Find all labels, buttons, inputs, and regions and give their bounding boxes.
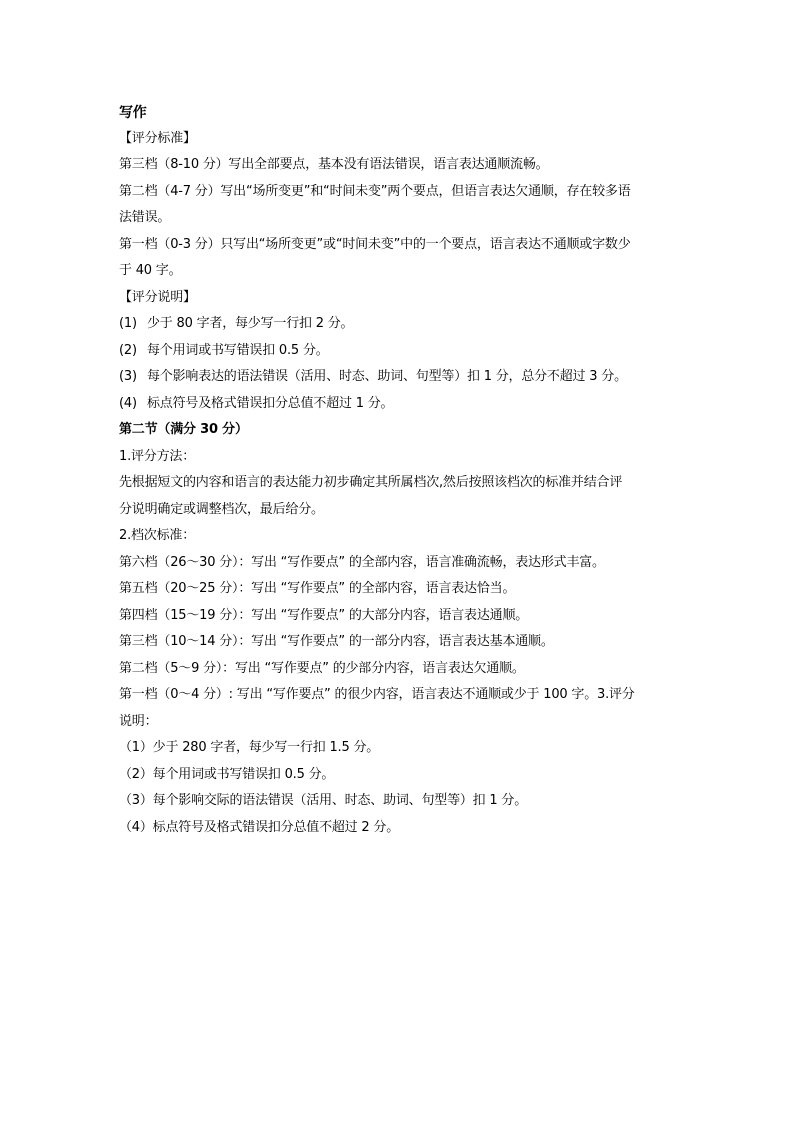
section2-title: 第二节（满分 30 分） bbox=[119, 422, 248, 437]
criteria-level-2: 第二档（4-7 分）写出“场所变更”和“时间未变”两个要点，但语言表达欠通顺，存在较多语 bbox=[119, 183, 631, 199]
section2-note: （3）每个影响交际的语法错误（活用、时态、助词、句型等）扣 1 分。 bbox=[119, 793, 528, 808]
section-title: 写作 bbox=[119, 105, 147, 121]
note-text: 每个用词或书写错误扣 0.5 分。 bbox=[147, 342, 329, 358]
level-2: 第二档（5～9 分）：写出 “写作要点” 的少部分内容，语言表达欠通顺。 bbox=[119, 660, 525, 676]
levels-heading: 2.档次标准： bbox=[119, 528, 196, 543]
level-1-cont: 说明： bbox=[119, 713, 158, 729]
note-item bbox=[119, 338, 679, 365]
note-item bbox=[119, 391, 679, 418]
note-number: (4) bbox=[119, 395, 137, 411]
note-text: 每个影响表达的语法错误（活用、时态、助词、句型等）扣 1 分，总分不超过 3 分。 bbox=[147, 369, 627, 384]
note-text: 少于 80 字者，每少写一行扣 2 分。 bbox=[147, 316, 354, 331]
note-number: (1) bbox=[119, 316, 137, 331]
level-1: 第一档（0～4 分）: 写出 “写作要点” 的很少内容，语言表达不通顺或少于 100 字。3.评分 bbox=[119, 687, 635, 702]
section2-note: （2）每个用词或书写错误扣 0.5 分。 bbox=[119, 766, 335, 782]
note-text: 标点符号及格式错误扣分总值不超过 1 分。 bbox=[147, 395, 394, 411]
notes-heading: 【评分说明】 bbox=[119, 289, 196, 305]
note-number: (2) bbox=[119, 342, 137, 358]
criteria-level-2-cont: 法错误。 bbox=[119, 210, 171, 225]
note-number: (3) bbox=[119, 369, 137, 384]
level-5: 第五档（20～25 分）：写出 “写作要点” 的全部内容，语言表达恰当。 bbox=[119, 581, 516, 596]
criteria-level-3: 第三档（8-10 分）写出全部要点，基本没有语法错误，语言表达通顺流畅。 bbox=[119, 157, 549, 172]
method-text: 先根据短文的内容和语言的表达能力初步确定其所属档次,然后按照该档次的标准并结合评 bbox=[119, 475, 623, 490]
method-text-cont: 分说明确定或调整档次，最后给分。 bbox=[119, 501, 324, 517]
method-heading: 1.评分方法： bbox=[119, 448, 196, 464]
criteria-level-1-cont: 于 40 字。 bbox=[119, 263, 182, 278]
section2-note: （4）标点符号及格式错误扣分总值不超过 2 分。 bbox=[119, 819, 400, 835]
note-item bbox=[119, 364, 679, 391]
level-3: 第三档（10～14 分）：写出 “写作要点” 的一部分内容，语言表达基本通顺。 bbox=[119, 634, 554, 649]
document-body bbox=[119, 100, 679, 841]
criteria-level-1: 第一档（0-3 分）只写出“场所变更”或“时间未变”中的一个要点，语言表达不通顺或字数少 bbox=[119, 236, 631, 252]
section2-note: （1）少于 280 字者，每少写一行扣 1.5 分。 bbox=[119, 740, 380, 755]
level-6: 第六档（26～30 分）：写出 “写作要点” 的全部内容，语言准确流畅，表达形式丰富。 bbox=[119, 554, 605, 570]
level-4: 第四档（15～19 分）：写出 “写作要点” 的大部分内容，语言表达通顺。 bbox=[119, 607, 529, 623]
criteria-heading: 【评分标准】 bbox=[119, 130, 196, 146]
note-item bbox=[119, 311, 679, 338]
